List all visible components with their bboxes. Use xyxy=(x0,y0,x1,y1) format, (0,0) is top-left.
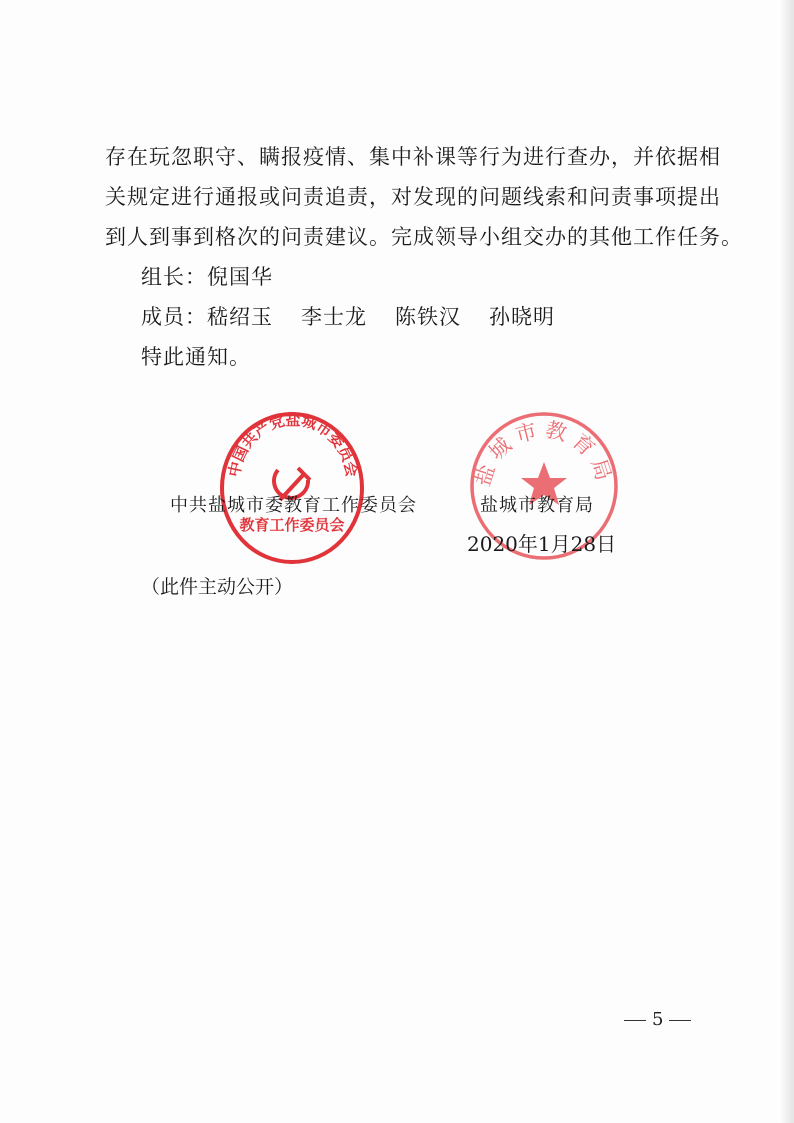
seal-bottom-text: 教育工作委员会 xyxy=(239,516,345,534)
public-disclosure-note: （此件主动公开） xyxy=(141,576,294,598)
seal-arc-text: 盐城市教育局 xyxy=(470,417,618,490)
document-body xyxy=(105,137,743,377)
member-name: 陈铁汉 xyxy=(395,305,461,329)
scan-edge-shadow xyxy=(780,0,794,1123)
closing-line: 特此通知。 xyxy=(141,345,251,369)
body-line-3: 到人到事到格次的问责建议。完成领导小组交办的其他工作任务。 xyxy=(105,225,743,249)
body-line-2: 关规定进行通报或问责追责，对发现的问题线索和问责事项提出 xyxy=(105,185,721,209)
document-date: 2020年1月28日 xyxy=(467,532,617,556)
party-committee-seal xyxy=(218,408,366,566)
member-name: 孙晓明 xyxy=(489,305,555,329)
page-number-value: 5 xyxy=(652,1009,664,1030)
education-bureau-signature: 盐城市教育局 xyxy=(480,495,594,516)
members-prefix: 成员： xyxy=(141,305,207,329)
member-name: 李士龙 xyxy=(301,305,367,329)
leader-line: 组长：倪国华 xyxy=(141,265,273,289)
body-line-1: 存在玩忽职守、瞒报疫情、集中补课等行为进行查办，并依据相 xyxy=(105,145,721,169)
seal-arc-text: 中国共产党盐城市委员会 xyxy=(225,410,361,479)
page-number xyxy=(618,1008,697,1032)
members-line xyxy=(105,297,705,337)
party-committee-signature: 中共盐城市委教育工作委员会 xyxy=(170,495,417,516)
member-name: 嵇绍玉 xyxy=(207,305,273,329)
